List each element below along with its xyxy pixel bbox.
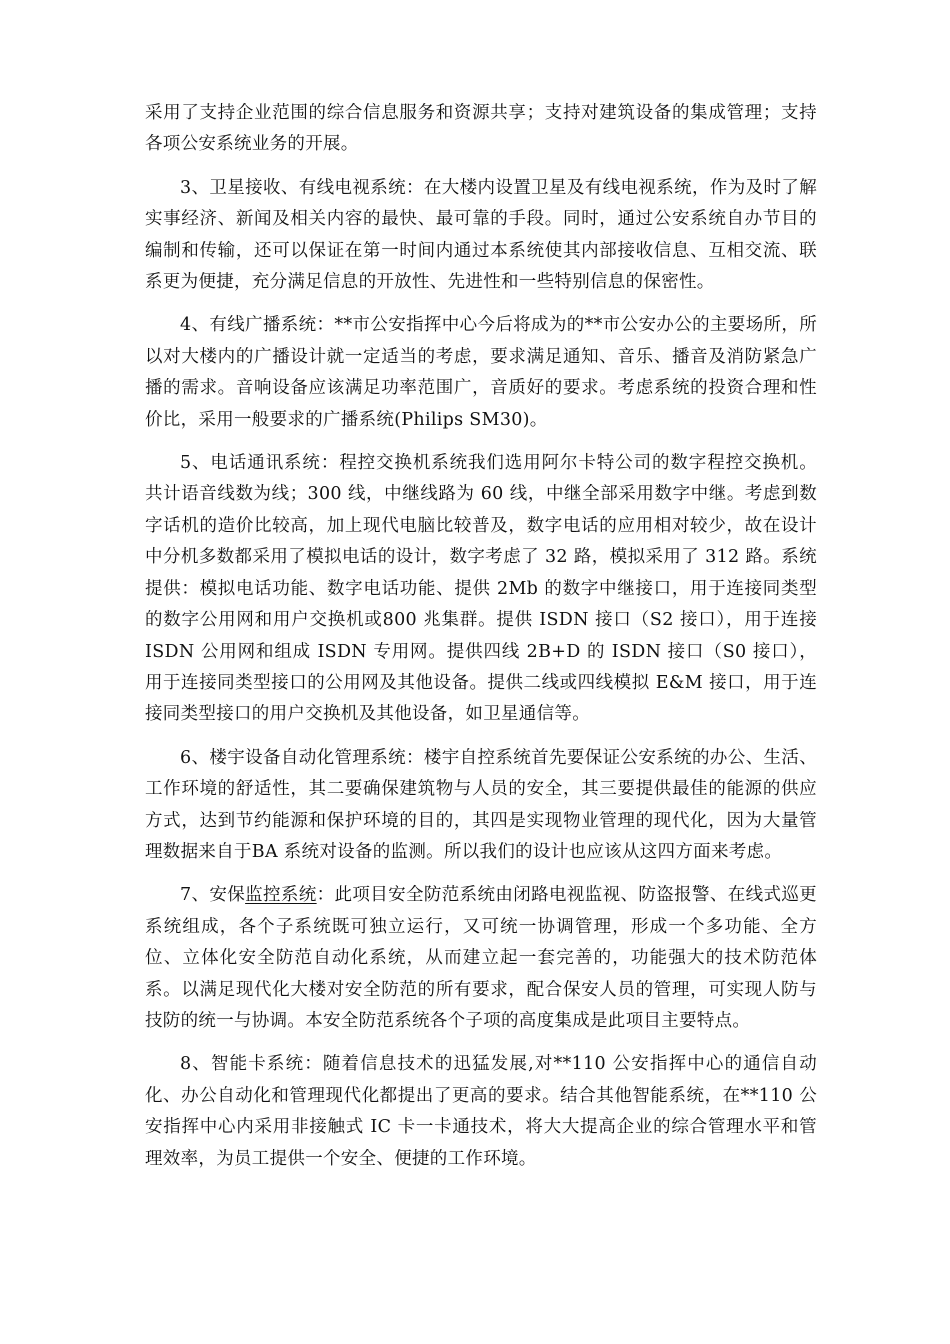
monitoring-system-link[interactable]: 监控系统 (245, 885, 317, 906)
paragraph-continuation: 采用了支持企业范围的综合信息服务和资源共享；支持对建筑设备的集成管理；支持各项公安系统业务的开展。 (145, 103, 817, 155)
security-text-before: 7、安保 (180, 885, 246, 906)
paragraph-smart-card: 8、智能卡系统：随着信息技术的迅猛发展,对**110 公安指挥中心的通信自动化、办公自动化和管理现代化都提出了更高的要求。结合其他智能系统，在**110 公安指挥中心内采用非接触式 IC 卡一卡通技术，将大大提高企业的综合管理水平和管理效率，为员工提供一个安全、便捷的工作环境。 (145, 1054, 817, 1169)
paragraph-building-automation: 6、楼宇设备自动化管理系统：楼宇自控系统首先要保证公安系统的办公、生活、工作环境的舒适性，其二要确保建筑物与人员的安全，其三要提供最佳的能源的供应方式，达到节约能源和保护环境的目的，其四是实现物业管理的现代化，因为大量管理数据来自于BA 系统对设备的监测。所以我们的设计也应该从这四方面来考虑。 (145, 747, 817, 862)
document-page (145, 98, 817, 1187)
paragraph-broadcast: 4、有线广播系统：**市公安指挥中心今后将成为的**市公安办公的主要场所，所以对大楼内的广播设计就一定适当的考虑，要求满足通知、音乐、播音及消防紧急广播的需求。音响设备应该满足功率范围广，音质好的要求。考虑系统的投资合理和性价比，采用一般要求的广播系统(Philips SM30)。 (145, 315, 817, 430)
paragraph-satellite-tv: 3、卫星接收、有线电视系统：在大楼内设置卫星及有线电视系统，作为及时了解实事经济、新闻及相关内容的最快、最可靠的手段。同时，通过公安系统自办节目的编制和传输，还可以保证在第一时间内通过本系统使其内部接收信息、互相交流、联系更为便捷，充分满足信息的开放性、先进性和一些特别信息的保密性。 (145, 177, 817, 293)
paragraph-telephone: 5、电话通讯系统：程控交换机系统我们选用阿尔卡特公司的数字程控交换机。 共计语音线数为线；300 线，中继线路为 60 线，中继全部采用数字中继。考虑到数字话机的造价比较高，加上现代电脑比较普及，数字电话的应用相对较少，故在设计中分机多数都采用了模拟电话的设计，数字考虑了 32 路，模拟采用了 312 路。系统提供：模拟电话功能、数字电话功能、提供 2Mb 的数字中继接口，用于连接同类型的数字公用网和用户交换机或800 兆集群。提供 ISDN 接口（S2 接口），用于连接ISDN 公用网和组成 ISDN 专用网。提供四线 2B+D 的 ISDN 接口（S0 接口），用于连接同类型接口的公用网及其他设备。提供二线或四线模拟 E&M 接口，用于连接同类型接口的用户交换机及其他设备，如卫星通信等。 (145, 453, 817, 725)
security-text-after: ：此项目安全防范系统由闭路电视监视、防盗报警、在线式巡更系统组成，各个子系统既可独立运行，又可统一协调管理，形成一个多功能、全方位、立体化安全防范自动化系统，从而建立起一套完善的，功能强大的技术防范体系。以满足现代化大楼对安全防范的所有要求，配合保安人员的管理，可实现人防与技防的统一与协调。本安全防范系统各个子项的高度集成是此项目主要特点。 (145, 885, 817, 1031)
paragraph-security (145, 880, 817, 1037)
